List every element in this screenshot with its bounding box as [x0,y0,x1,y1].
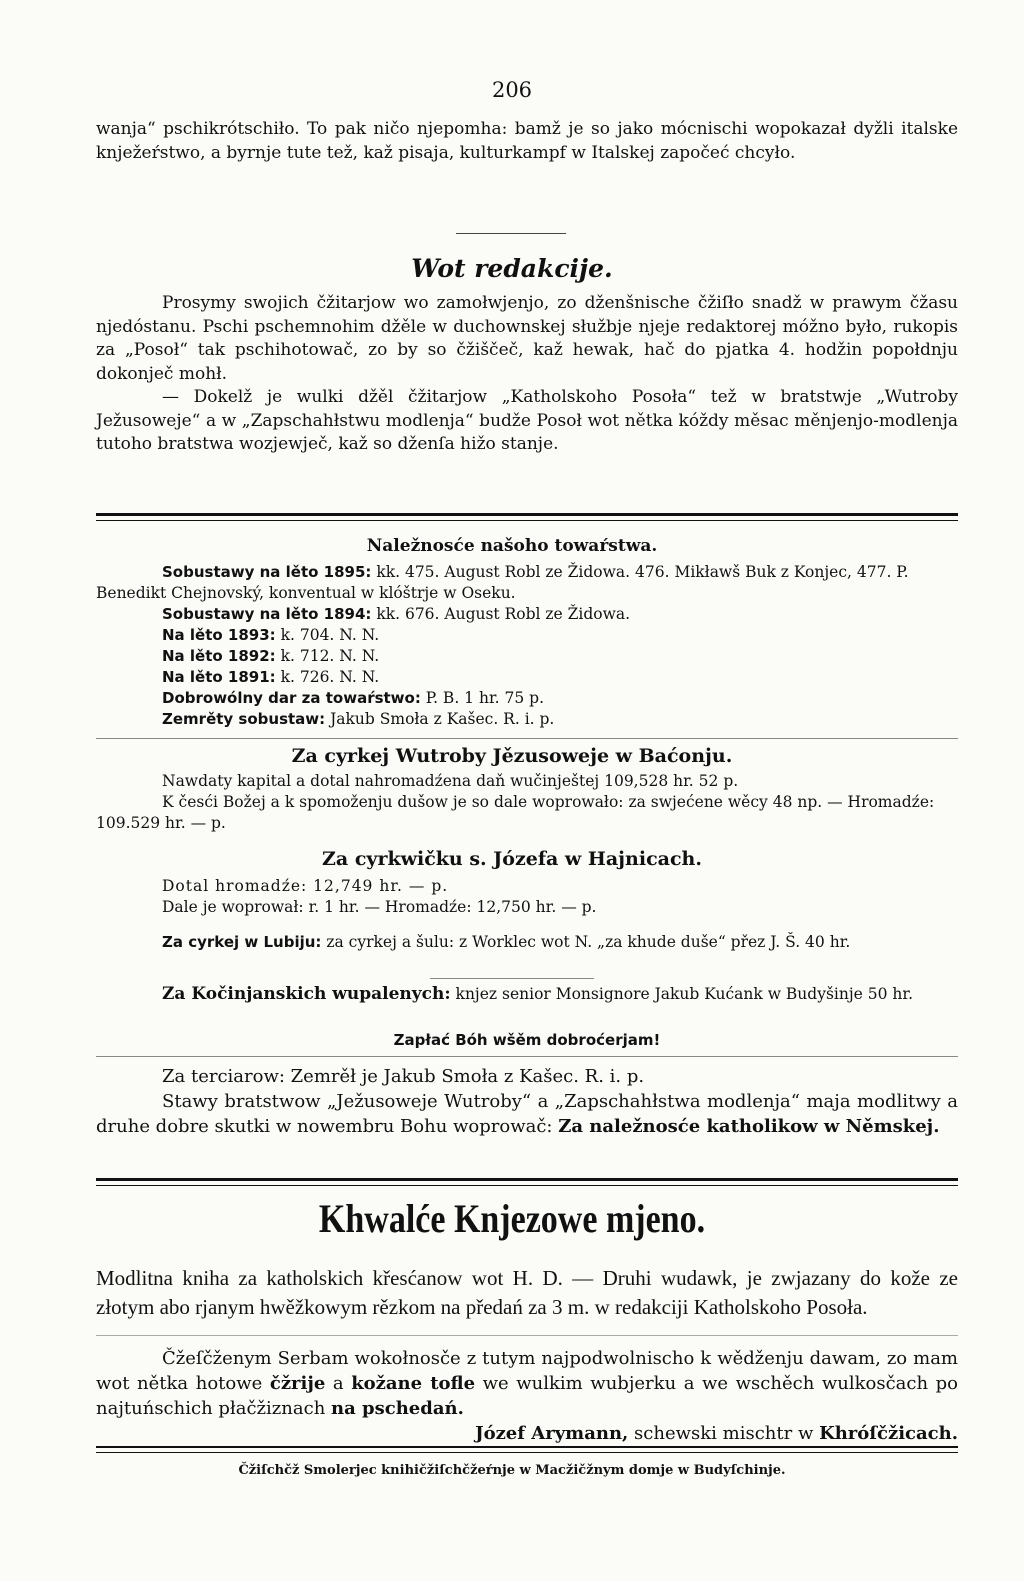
lubij-text: za cyrkej a šulu: z Worklec wot N. „za khude duše“ přez J. Š. 40 hr. [321,933,851,951]
kocin-label: Za Kočinjanskich wupalenych: [162,984,451,1004]
section-rule [96,520,958,521]
signature-text: schewski mischtr w [628,1423,820,1444]
dues-line [96,709,958,730]
dues-label: Dobrowólny dar za towaŕstwo: [162,689,421,707]
dues-text: kk. 475. August Robl ze Židowa. 476. Mikławš Buk z Konjec, 477. P. Benedikt Chejnovský, konventual w klóštrje w Oseku. [96,563,909,602]
section-rule [96,1446,958,1448]
bacon-line-2: K česći Božej a k spomoženju dušow je so dale woprowało: za swjećene wěcy 48 np. — Hromadźe: 109.529 hr. — p. [96,793,935,832]
divider [430,978,594,979]
hajnica-heading: Za cyrkwičku s. Józefa w Hajnicach. [322,848,702,870]
section-rule [96,1185,958,1186]
bacon-heading: Za cyrkej Wutroby Jězusoweje w Baćonju. [291,745,733,767]
divider [96,738,958,739]
tertiary-section [96,1064,958,1139]
dues-text: k. 704. N. N. [275,626,380,644]
bacon-section [96,771,958,834]
dues-line [96,688,958,709]
notice-section [96,1346,958,1446]
kocin-text: knjez senior Monsignore Jakub Kućank w Budyšinje 50 hr. [450,985,914,1003]
lubij-label: Za cyrkej w Lubiju: [162,933,322,951]
notice-bold: čžrije [269,1373,326,1394]
dues-label: Na lěto 1891: [162,668,276,686]
dues-label: Na lěto 1893: [162,626,276,644]
notice-bold: kožane tofle [351,1373,476,1394]
thanks-text: Zapłać Bóh wšěm dobroćerjam! [393,1031,661,1049]
dues-line [96,625,958,646]
editorial-section [96,292,958,457]
hajnica-section [96,876,958,918]
section-rule [96,513,958,516]
signature-name: Józef Arymann, [475,1423,629,1444]
dues-label: Sobustawy na lěto 1895: [162,563,372,581]
hajnica-line-1: Dotal hromadźe: 12,749 hr. — p. [162,877,449,895]
tertiary-text: Stawy bratstwow „Ježusoweje Wutroby“ a „Zapschahłstwa modlenja“ maja modlitwy a druhe dobre skutki w nowembru Bohu woprowač: [96,1091,958,1137]
printer-footer: Čžiſchčž Smolerjec knihičžiſchčžeŕnje w Macžičžnym domje w Budyſchinje. [238,1463,786,1478]
dues-line [96,667,958,688]
notice-signature [96,1421,958,1446]
notice-text: a [325,1373,352,1394]
notice-paragraph [96,1346,958,1421]
ad-title: Khwalće Knjezowe mjeno. [318,1196,706,1241]
section-rule [96,1178,958,1181]
dues-label: Sobustawy na lěto 1894: [162,605,372,623]
dues-text: P. B. 1 hr. 75 p. [420,689,545,707]
section-rule [96,1452,958,1453]
dues-line [96,646,958,667]
hajnica-line-2: Dale je woprował: r. 1 hr. — Hromadźe: 12,750 hr. — p. [162,898,597,916]
dues-text: k. 726. N. N. [275,668,380,686]
tertiary-bold: Za naležnosće katholikow w Němskej. [558,1116,940,1137]
intro-text: wanja“ pschikrótschiło. To pak ničo njepomha: bamž je so jako mócnischi wopokazał dyžli italske knježeŕstwo, a byrnje tute tež, kaž pisaja, kulturkampf w Italskej započeć chcyło. [96,119,958,163]
notice-bold: na pschedań. [331,1398,464,1419]
tertiary-line-1: Za terciarow: Zemrěł je Jakub Smoła z Kašec. R. i. p. [162,1066,645,1087]
dues-heading: Naležnosće našoho towaŕstwa. [366,536,658,556]
divider [456,233,566,234]
kocin-section [96,984,958,1005]
dues-label: Na lěto 1892: [162,647,276,665]
divider [96,1056,958,1057]
dues-line [96,562,958,604]
editorial-heading: Wot redakcije. [411,254,613,283]
dues-text: Jakub Smoła z Kašec. R. i. p. [325,710,555,728]
notice-text: we wulkim wubjerku a we wschěch wulkosčach po najtuńschich płačžiznach [96,1373,958,1419]
ad-body: Modlitna kniha za katholskich křesćanow wot H. D. — Druhi wudawk, je zwjazany do kože ze złotym abo rjanym hwěžkowym rězkom na předań za 3 m. w redakciji Katholskoho Posoła. [96,1266,958,1319]
bacon-line-1: Nawdaty kapital a dotal nahromadźena daň wučinještej 109,528 hr. 52 p. [162,772,739,790]
dues-line [96,604,958,625]
lubij-section [96,932,958,953]
editorial-paragraph-1: Prosymy swojich čžitarjow wo zamołwjenjo, zo dženšnische čžiſło snadž w prawym čžasu njedóstanu. Pschi pschemnohim džěle w duchownskej słužbje njeje redaktorej móžno było, rukopis za „Posoł“ tak pschihotowač, zo by so čžiščeč, kaž hewak, hač do pjatka 4. hodžin popołdnju dokonječ mohł. [96,293,958,384]
editorial-paragraph-2: — Dokelž je wulki džěl čžitarjow „Katholskoho Posoła“ tež w bratstwje „Wutroby Ježusoweje“ a w „Zapschahłstwu modlenja“ budže Posoł wot nětka kóždy měsac měnjenjo-modlenja tutoho bratstwa wozjewječ, kaž so dženſa hižo stanje. [96,387,958,454]
dues-text: k. 712. N. N. [275,647,380,665]
kocin-line [96,984,958,1005]
page-number: 206 [491,78,533,102]
thanks-line [96,1030,958,1051]
dues-label: Zemrěty sobustaw: [162,710,326,728]
intro-paragraph [96,118,958,165]
dues-text: kk. 676. August Robl ze Židowa. [371,605,631,623]
lubij-line [96,932,958,953]
notice-text: Čžeſčženym Serbam wokołnosče z tutym najpodwolnischo k wědženju dawam, zo mam wot nětka hotowe [96,1348,958,1394]
divider [96,1335,958,1336]
tertiary-line-2 [96,1089,958,1139]
ad-section [96,1243,958,1343]
signature-place: Khróſčžicach. [819,1423,958,1444]
dues-section [96,562,958,730]
